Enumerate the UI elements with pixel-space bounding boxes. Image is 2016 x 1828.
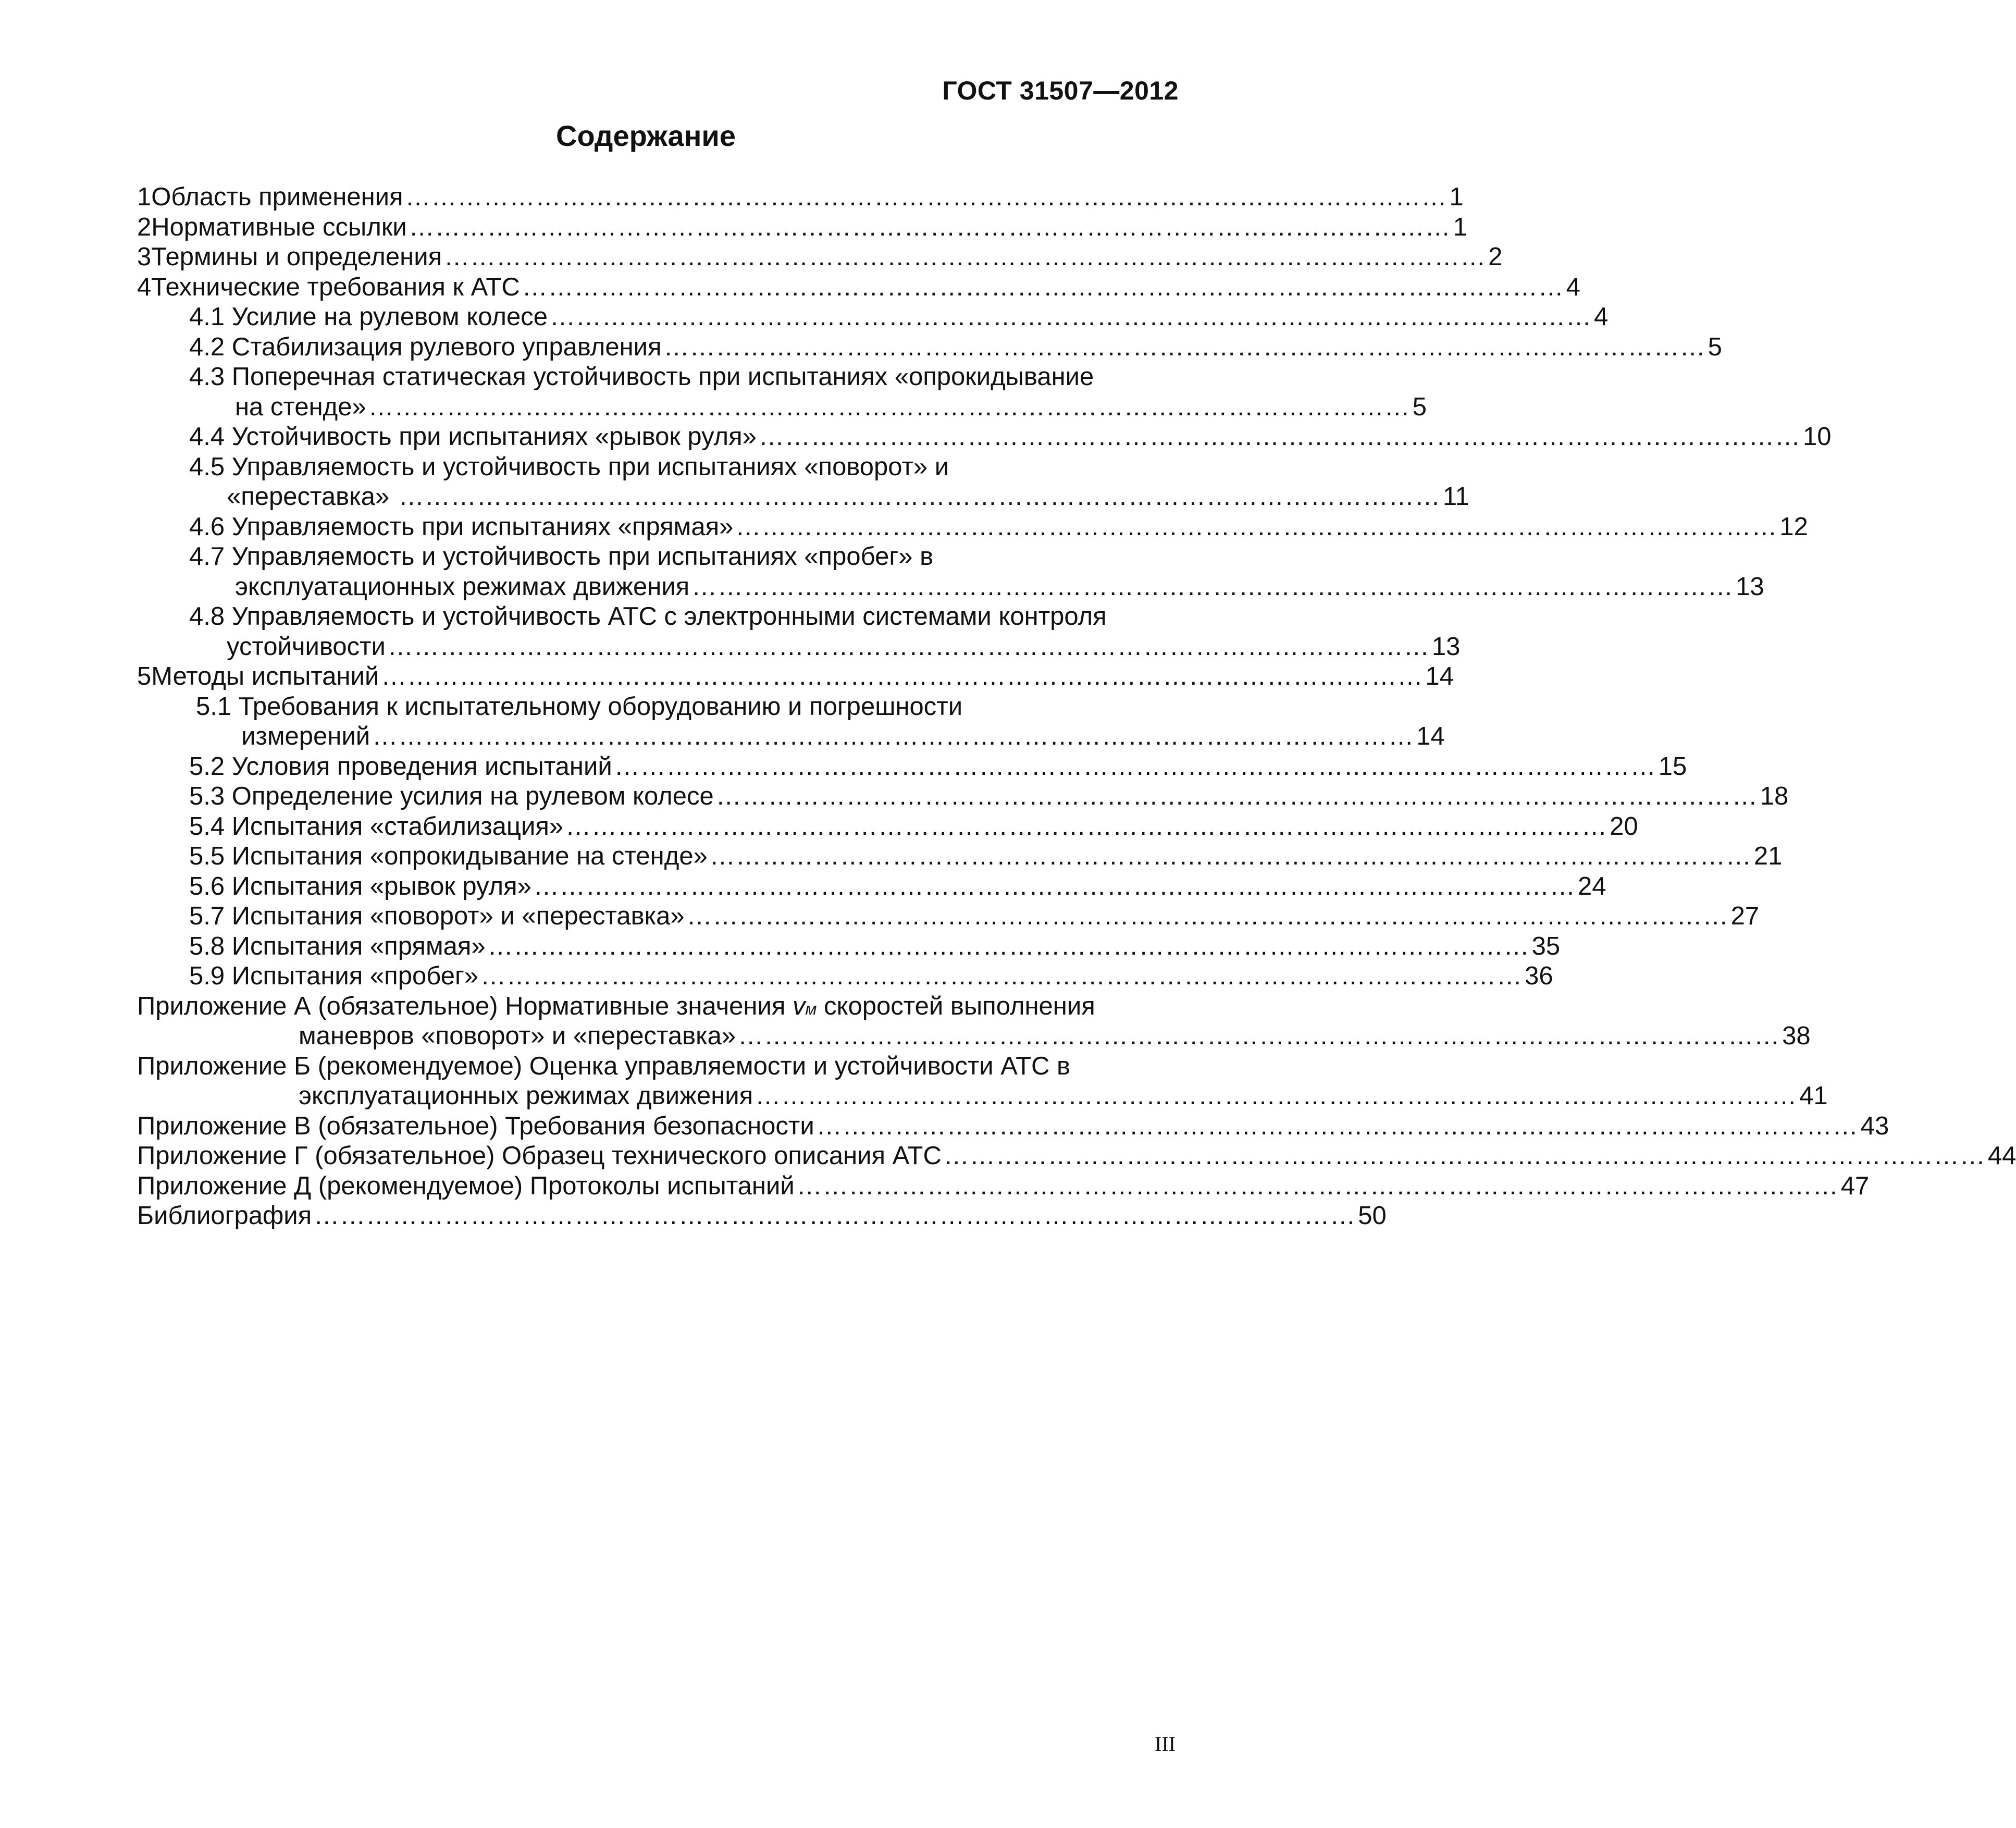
- toc-entry-5-3[interactable]: [137, 782, 1789, 812]
- toc-entry-5-9[interactable]: [137, 961, 1553, 992]
- dot-leader: …………………………………………………………………………………………………………: [755, 1082, 1798, 1110]
- toc-page-number: 1: [1449, 183, 1464, 211]
- toc-page-number: 47: [1840, 1171, 1870, 1200]
- toc-entry-title: 5.6 Испытания «рывок руля»: [189, 872, 531, 900]
- table-of-contents: [137, 182, 2016, 1231]
- dot-leader: …………………………………………………………………………………………………………: [487, 932, 1530, 960]
- dot-leader: …………………………………………………………………………………………………………: [686, 902, 1729, 930]
- toc-page-number: 13: [1736, 572, 1764, 601]
- toc-entry-title: 5.1 Требования к испытательному оборудованию и погрешности: [196, 692, 963, 721]
- toc-entry-5-8[interactable]: [137, 932, 1561, 962]
- toc-page-number: 13: [1431, 632, 1461, 661]
- toc-entry-number: 4: [137, 273, 152, 301]
- toc-entry-title: 4.7 Управляемость и устойчивость при испытаниях «пробег» в: [189, 542, 934, 571]
- toc-page-number: 11: [1442, 483, 1469, 511]
- dot-leader: …………………………………………………………………………………………………………: [314, 1202, 1356, 1230]
- toc-page-number: 12: [1779, 512, 1808, 541]
- toc-page-number: 10: [1802, 423, 1832, 451]
- toc-entry-5-7[interactable]: [137, 901, 1760, 932]
- toc-entry-5-5[interactable]: [137, 842, 1783, 872]
- standard-id: ГОСТ 31507—2012: [942, 76, 1179, 105]
- toc-entry-title: Приложение А (обязательное) Нормативные значения: [137, 992, 793, 1020]
- toc-entry-appendix-b[interactable]: [137, 1052, 1153, 1082]
- toc-entry-title-cont: измерений: [241, 722, 370, 750]
- toc-entry-5-4[interactable]: [137, 812, 1638, 842]
- toc-entry-5[interactable]: [137, 662, 1454, 692]
- toc-page-number: 36: [1525, 962, 1553, 990]
- toc-page-number: 27: [1730, 902, 1760, 930]
- toc-entry-title: 4.3 Поперечная статическая устойчивость при испытаниях «опрокидывание: [189, 363, 1094, 391]
- dot-leader: …………………………………………………………………………………………………………: [368, 392, 1411, 421]
- dot-leader: …………………………………………………………………………………………………………: [943, 1142, 1986, 1170]
- toc-entry-title: 5.3 Определение усилия на рулевом колесе: [189, 782, 714, 810]
- dot-leader: …………………………………………………………………………………………………………: [405, 183, 1448, 211]
- toc-entry-4-5-cont[interactable]: [137, 482, 1469, 512]
- dot-leader: …………………………………………………………………………………………………………: [796, 1171, 1839, 1200]
- toc-page-number: 1: [1453, 213, 1467, 241]
- toc-entry-title: Область применения: [151, 183, 403, 211]
- toc-entry-5-6[interactable]: [137, 872, 1606, 902]
- dot-leader: …………………………………………………………………………………………………………: [522, 273, 1564, 301]
- toc-page-number: 14: [1425, 662, 1454, 690]
- toc-entry-title: Приложение Д (рекомендуемое) Протоколы испытаний: [137, 1171, 795, 1200]
- toc-entry-4-3[interactable]: [137, 362, 1153, 392]
- dot-leader: …………………………………………………………………………………………………………: [398, 483, 1441, 511]
- velocity-symbol: v: [792, 992, 806, 1020]
- dot-leader: …………………………………………………………………………………………………………: [709, 842, 1752, 870]
- toc-entry-number: 5: [137, 662, 152, 690]
- toc-entry-title: Библиография: [137, 1202, 312, 1230]
- toc-entry-title: 5.8 Испытания «прямая»: [189, 932, 486, 960]
- toc-entry-appendix-d[interactable]: [137, 1171, 1870, 1202]
- toc-entry-title-cont: эксплуатационных режимах движения: [299, 1082, 753, 1110]
- toc-entry-title: 5.9 Испытания «пробег»: [189, 962, 479, 990]
- toc-entry-title: Термины и определения: [151, 243, 442, 271]
- toc-page-number: 41: [1799, 1082, 1828, 1110]
- toc-entry-title: 5.5 Испытания «опрокидывание на стенде»: [189, 842, 708, 870]
- toc-entry-appendix-a-cont[interactable]: [137, 1021, 1811, 1052]
- dot-leader: …………………………………………………………………………………………………………: [533, 872, 1576, 900]
- dot-leader: …………………………………………………………………………………………………………: [735, 512, 1778, 541]
- toc-entry-title: 4.6 Управляемость при испытаниях «прямая»: [189, 512, 734, 541]
- toc-entry-4-1[interactable]: [137, 302, 1609, 332]
- dot-leader: …………………………………………………………………………………………………………: [549, 303, 1592, 331]
- toc-entry-4-5[interactable]: [137, 452, 1153, 483]
- toc-entry-3[interactable]: [137, 242, 1503, 273]
- toc-entry-title: Технические требования к АТС: [151, 273, 520, 301]
- toc-page-number: 2: [1488, 243, 1503, 271]
- dot-leader: …………………………………………………………………………………………………………: [565, 812, 1608, 841]
- toc-entry-4-7-cont[interactable]: [137, 572, 1764, 602]
- toc-entry-title: Нормативные ссылки: [151, 213, 407, 241]
- toc-entry-title: 4.4 Устойчивость при испытаниях «рывок руля»: [189, 423, 757, 451]
- toc-entry-title: 4.2 Стабилизация рулевого управления: [189, 332, 662, 361]
- toc-page-number: 43: [1860, 1111, 1889, 1140]
- toc-entry-title-cont: «переставка»: [227, 483, 397, 511]
- toc-page-number: 14: [1416, 722, 1445, 750]
- toc-entry-number: 1: [137, 183, 152, 211]
- toc-page-number: 5: [1412, 392, 1427, 421]
- toc-page-number: 44: [1987, 1142, 2016, 1170]
- toc-entry-title: 5.7 Испытания «поворот» и «переставка»: [189, 902, 685, 930]
- toc-entry-bibliography[interactable]: [137, 1201, 1387, 1231]
- dot-leader: …………………………………………………………………………………………………………: [381, 662, 1424, 690]
- dot-leader: …………………………………………………………………………………………………………: [372, 722, 1415, 750]
- toc-entry-title: 4.5 Управляемость и устойчивость при испытаниях «поворот» и: [189, 452, 949, 481]
- velocity-subscript: м: [805, 999, 817, 1018]
- toc-page-number: 5: [1708, 332, 1722, 361]
- toc-entry-appendix-g[interactable]: [137, 1141, 2016, 1171]
- toc-entry-title-cont: маневров «поворот» и «переставка»: [299, 1022, 736, 1050]
- toc-entry-title: Приложение В (обязательное) Требования безопасности: [137, 1111, 814, 1140]
- toc-page-number: 20: [1610, 812, 1638, 841]
- toc-page-number: 4: [1566, 273, 1581, 301]
- toc-page-number: 35: [1531, 932, 1561, 960]
- toc-entry-5-2[interactable]: [137, 752, 1687, 782]
- toc-entry-4-7[interactable]: [137, 542, 1153, 572]
- toc-entry-title-cont: эксплуатационных режимах движения: [235, 572, 690, 601]
- page-number: III: [1155, 1732, 1176, 1756]
- toc-entry-title: Приложение Г (обязательное) Образец технического описания АТС: [137, 1142, 942, 1170]
- dot-leader: …………………………………………………………………………………………………………: [715, 782, 1758, 810]
- toc-entry-5-1-cont[interactable]: [137, 722, 1445, 752]
- toc-entry-title: 5.2 Условия проведения испытаний: [189, 752, 612, 781]
- toc-entry-title-cont: устойчивости: [227, 632, 386, 661]
- dot-leader: …………………………………………………………………………………………………………: [444, 243, 1487, 271]
- toc-page-number: 18: [1760, 782, 1789, 810]
- dot-leader: …………………………………………………………………………………………………………: [738, 1022, 1780, 1050]
- toc-entry-appendix-a[interactable]: [137, 992, 1153, 1022]
- toc-entry-title-tail: скоростей выполнения: [817, 992, 1095, 1020]
- toc-entry-1[interactable]: [137, 182, 1464, 213]
- toc-entry-2[interactable]: [137, 213, 1467, 243]
- toc-entry-4-6[interactable]: [137, 512, 1808, 542]
- toc-entry-title: Приложение Б (рекомендуемое) Оценка управляемости и устойчивости АТС в: [137, 1052, 1071, 1080]
- toc-entry-title: 4.1 Усилие на рулевом колесе: [189, 303, 548, 331]
- toc-entry-number: 2: [137, 213, 152, 241]
- toc-entry-title: 5.4 Испытания «стабилизация»: [189, 812, 564, 841]
- dot-leader: …………………………………………………………………………………………………………: [480, 962, 1523, 990]
- toc-entry-4-8[interactable]: [137, 602, 1153, 632]
- dot-leader: …………………………………………………………………………………………………………: [614, 752, 1656, 781]
- toc-entry-title: Методы испытаний: [151, 662, 379, 690]
- toc-entry-4[interactable]: [137, 273, 1581, 303]
- dot-leader: …………………………………………………………………………………………………………: [663, 332, 1706, 361]
- dot-leader: …………………………………………………………………………………………………………: [816, 1111, 1859, 1140]
- toc-page-number: 21: [1753, 842, 1783, 870]
- toc-entry-4-3-cont[interactable]: [137, 392, 1427, 423]
- toc-page-number: 24: [1577, 872, 1606, 900]
- toc-entry-5-1[interactable]: [137, 692, 1153, 722]
- toc-entry-4-4[interactable]: [137, 422, 1832, 452]
- toc-entry-number: 3: [137, 243, 152, 271]
- toc-entry-4-2[interactable]: [137, 332, 1722, 363]
- page-title: Содержание: [556, 119, 736, 152]
- dot-leader: …………………………………………………………………………………………………………: [409, 213, 1451, 241]
- toc-page-number: 4: [1593, 303, 1609, 331]
- dot-leader: …………………………………………………………………………………………………………: [387, 632, 1430, 661]
- toc-entry-4-8-cont[interactable]: [137, 632, 1461, 662]
- toc-entry-title: 4.8 Управляемость и устойчивость АТС с электронными системами контроля: [189, 602, 1107, 631]
- toc-entry-title-cont: на стенде»: [235, 392, 366, 421]
- toc-page-number: 38: [1782, 1022, 1811, 1050]
- toc-page-number: 50: [1358, 1202, 1387, 1230]
- dot-leader: …………………………………………………………………………………………………………: [758, 423, 1801, 451]
- toc-entry-appendix-b-cont[interactable]: [137, 1081, 1828, 1111]
- toc-entry-appendix-v[interactable]: [137, 1111, 1889, 1142]
- dot-leader: …………………………………………………………………………………………………………: [691, 572, 1734, 601]
- toc-page-number: 15: [1658, 752, 1687, 781]
